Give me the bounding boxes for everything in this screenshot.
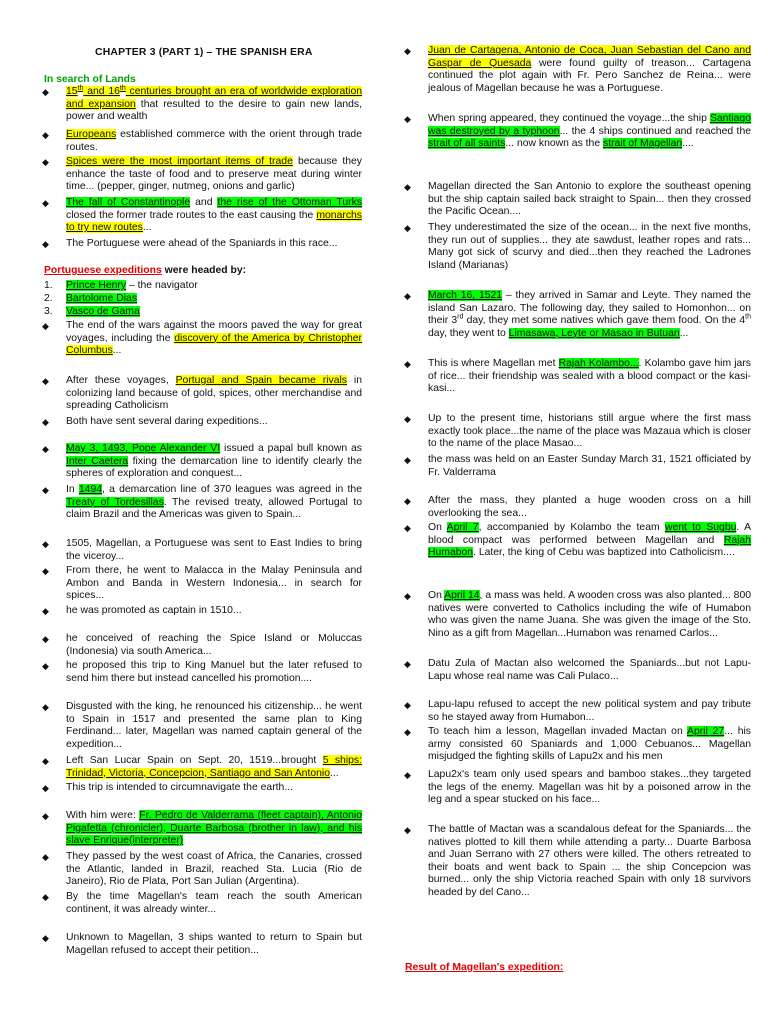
list-number: 1. [44, 280, 53, 291]
bullet-text [428, 590, 751, 640]
highlight-green: March 16, 1521 [428, 290, 503, 301]
bullet-icon: ◆ [404, 455, 411, 465]
highlight-green: Treaty of Tordesillas [66, 496, 164, 508]
bullet-text [428, 769, 751, 807]
text-run: issued a papal bull known as [220, 443, 363, 454]
text-run: because they enhance the taste of food and to preserve meat during winter time... (pepper, ginger, nutmeg, onions and garlic) [66, 156, 362, 193]
bullet-text [66, 306, 362, 319]
bullet-item [44, 633, 362, 658]
bullet-item [44, 238, 362, 251]
text-run: By the time Magellan's team reach the south American continent, it was already winter... [66, 891, 362, 915]
bullet-item [406, 590, 751, 640]
text-run: fixing the demarcation line to identify clearly the spheres of exploration and conquest... [66, 455, 362, 480]
bullet-text [428, 824, 751, 900]
bullet-icon: ◆ [404, 46, 411, 56]
text-run: ... [679, 327, 689, 339]
text-run: The Portuguese were ahead of the Spaniards in this race... [66, 238, 338, 249]
bullet-item [44, 538, 362, 563]
text-run: ... the 4 ships continued and reached the [559, 125, 752, 137]
bullet-item [406, 454, 751, 479]
bullet-icon: ◆ [42, 634, 49, 644]
bullet-text [428, 726, 751, 764]
bullet-item [44, 660, 362, 685]
bullet-item [406, 658, 751, 683]
text-run: They underestimated the size of the ocean... in the next five months, they run out of supplies... they ate sawdust, leather ropes and rats... Many got sick of scurvy and died...then they reached the Ladrones Island (Marianas) [428, 222, 751, 271]
highlight-yellow: Spices were the most important items of trade [66, 156, 293, 167]
bullet-icon: ◆ [42, 783, 49, 793]
bullet-icon: ◆ [404, 591, 411, 601]
text-run: th [77, 84, 84, 92]
bullet-item [406, 413, 751, 451]
text-run: With him were: [66, 810, 140, 821]
bullet-text [428, 45, 751, 95]
bullet-text [66, 851, 362, 889]
bullet-text [66, 238, 362, 251]
bullet-item [44, 86, 362, 124]
text-run: ... [142, 222, 152, 234]
highlight-green: Bartolome Dias [66, 293, 138, 304]
highlight-green: strait of all saints [428, 138, 506, 150]
bullet-icon: ◆ [42, 852, 49, 862]
bullet-icon: ◆ [42, 661, 49, 671]
highlight-yellow: and 16 [83, 86, 120, 97]
highlight-green: May 3, 1493, Pope Alexander VI [66, 443, 221, 454]
text-run: . A blood compact was performed between Magellan and [428, 522, 751, 546]
bullet-text [428, 658, 751, 683]
section-heading-lands: In search of Lands [44, 74, 136, 85]
bullet-icon: ◆ [42, 130, 49, 140]
bullet-text [66, 660, 362, 685]
text-run: he was promoted as captain in 1510... [66, 605, 242, 616]
bullet-icon: ◆ [404, 359, 411, 369]
bullet-icon: ◆ [42, 566, 49, 576]
bullet-text [66, 293, 362, 306]
bullet-text [66, 156, 362, 194]
bullet-item [44, 891, 362, 916]
text-run: . The revised treaty, allowed Portugal to claim Brazil and the Americas was given to Spain... [66, 496, 362, 521]
bullet-item [406, 726, 751, 764]
bullet-text [66, 633, 362, 658]
bullet-icon: ◆ [42, 87, 49, 97]
bullet-text [66, 320, 362, 358]
text-run: he proposed this trip to King Manuel but the later refused to send him there but instead cancelled his promotion.... [66, 660, 362, 684]
bullet-icon: ◆ [42, 606, 49, 616]
text-run: rd [457, 313, 464, 321]
bullet-icon: ◆ [42, 444, 49, 454]
text-run: he conceived of reaching the Spice Island or Moluccas (Indonesia) via south America... [66, 633, 362, 657]
text-run: . Later, the king of Cebu was baptized into Catholicism.... [473, 547, 735, 559]
text-run: Lapu2x's team only used spears and bamboo stakes...they targeted the legs of the enemy. Magellan was hit by a poisoned arrow in the leg and a spear stucked on his face... [428, 769, 751, 806]
highlight-green: Rajah Humabon [428, 534, 751, 559]
highlight-green: April 7 [446, 522, 479, 533]
highlight-green: April 14 [444, 590, 480, 601]
text-run: – they arrived in Samar and Leyte. They named the island San Lazaro. The following day, they sailed to Homonhon... on their 3 [428, 290, 752, 327]
bullet-text [66, 416, 362, 429]
text-run: Both have sent several daring expeditions... [66, 416, 268, 427]
text-run: day, they went to [428, 327, 509, 339]
highlight-yellow: 15 [66, 86, 78, 97]
highlight-yellow: discovery of the America by Christopher Columbus [66, 332, 362, 357]
bullet-item [44, 443, 362, 481]
highlight-green: Fr. Pedro de Valderrama (fleet captain), Antonio Pigafetta (chronicler), Duarte Barbosa (brother in law), and his slave Enrique(interpreter) [66, 810, 362, 847]
text-run: th [119, 84, 126, 92]
bullet-text [66, 565, 362, 603]
bullet-text [66, 755, 362, 780]
bullet-item [44, 782, 362, 795]
portuguese-expeditions-label: Portuguese expeditions [44, 265, 162, 276]
text-run: – the navigator [126, 280, 198, 291]
bullet-icon: ◆ [42, 485, 49, 495]
bullet-icon: ◆ [42, 756, 49, 766]
text-run: , accompanied by Kolambo the team [478, 522, 665, 533]
text-run: ... [329, 767, 339, 779]
bullet-icon: ◆ [42, 239, 49, 249]
highlight-yellow: monarchs to try new routes [66, 209, 362, 234]
bullet-text [428, 699, 751, 724]
text-run: From there, he went to Malacca in the Malay Peninsula and Ambon and Banda in Western Indonesia... in search for spices... [66, 565, 362, 602]
bullet-icon: ◆ [42, 539, 49, 549]
text-run: closed the former trade routes to the east causing the [66, 209, 317, 221]
text-run: Lapu-lapu refused to accept the new political system and pay tribute so he stayed away from Humabon... [428, 699, 751, 723]
text-run: On [428, 590, 445, 601]
text-run: . Kolambo gave him jars of rice... their friendship was sealed with a blood compact or the kasi-kasi... [428, 358, 751, 395]
text-run: In [66, 484, 79, 495]
bullet-text [428, 113, 751, 151]
highlight-green: the rise of the Ottoman Turks [217, 197, 362, 208]
highlight-yellow: Juan de Cartagena, Antonio de Coca, Juan Sebastian del Cano and Gaspar de Quesada [428, 45, 751, 69]
highlight-yellow: Europeans [66, 129, 117, 140]
bullet-item [44, 932, 362, 957]
bullet-item [44, 484, 362, 522]
bullet-icon: ◆ [404, 825, 411, 835]
text-run: established commerce with the orient through trade routes. [66, 129, 362, 153]
bullet-text [66, 197, 362, 235]
bullet-text [66, 701, 362, 751]
bullet-item [406, 113, 751, 151]
highlight-green: Santiago was destroyed by a typhoon [428, 113, 751, 137]
bullet-text [66, 129, 362, 154]
bullet-item [406, 699, 751, 724]
bullet-text [428, 454, 751, 479]
bullet-text [428, 358, 751, 396]
bullet-icon: ◆ [42, 702, 49, 712]
bullet-text [66, 280, 362, 293]
bullet-item [406, 358, 751, 396]
text-run: Datu Zula of Mactan also welcomed the Spaniards...but not Lapu-Lapu whose real name was Cali Pulaco... [428, 658, 751, 682]
text-run: the mass was held on an Easter Sunday March 31, 1521 officiated by Fr. Valderrama [428, 454, 751, 478]
text-run: ... his army consisted 60 Spaniards and 1,000 Cebuanos... Magellan misjudged the fighting skills of Lapu2x and his men [428, 726, 751, 763]
bullet-icon: ◆ [404, 223, 411, 233]
bullet-icon: ◆ [42, 417, 49, 427]
bullet-item [44, 851, 362, 889]
text-run: 1505, Magellan, a Portuguese was sent to East Indies to bring the viceroy... [66, 538, 362, 562]
bullet-text [428, 181, 751, 219]
bullet-icon: ◆ [404, 182, 411, 192]
bullet-text [428, 222, 751, 272]
text-run: This is where Magellan met [428, 358, 559, 369]
bullet-text [66, 810, 362, 848]
text-run: .... [682, 138, 694, 150]
text-run: To teach him a lesson, Magellan invaded Mactan on [428, 726, 688, 737]
highlight-green: strait of Magellan [603, 138, 683, 150]
bullet-icon: ◆ [404, 523, 411, 533]
text-run: day, they met some natives which gave them food. On the 4 [463, 315, 746, 327]
bullet-icon: ◆ [42, 933, 49, 943]
bullet-icon: ◆ [404, 414, 411, 424]
bullet-icon: ◆ [42, 892, 49, 902]
text-run: ... [112, 345, 122, 357]
bullet-icon: ◆ [42, 321, 49, 331]
bullet-item [406, 495, 751, 520]
text-run: were found guilty of treason... Cartagena continued the plot again with Fr. Pero Sanchez de Reina... were jealous of Magellan because he was a Portuguese. [428, 57, 751, 94]
bullet-text [66, 605, 362, 618]
bullet-icon: ◆ [404, 291, 411, 301]
text-run: Unknown to Magellan, 3 ships wanted to return to Spain but Magellan refused to accept their petition... [66, 932, 362, 956]
bullet-icon: ◆ [42, 811, 49, 821]
text-run: that resulted to the desire to gain new lands, power and wealth [66, 98, 362, 123]
bullet-icon: ◆ [404, 727, 411, 737]
text-run: Magellan directed the San Antonio to explore the southeast opening but the ship captain sailed back straight to Spain... then they crossed the Pacific Ocean.... [428, 181, 751, 218]
bullet-item [44, 129, 362, 154]
bullet-item [406, 222, 751, 272]
text-run: They passed by the west coast of Africa, the Canaries, crossed the Atlantic, landed in Brazil, reached Sta. Lucia (Rio de Janeiro), Rio de Plata, Port San Julian (Argentina). [66, 851, 362, 888]
text-run: When spring appeared, they continued the voyage...the ship [428, 113, 710, 124]
text-run: Disgusted with the king, he renounced his citizenship... he went to Spain in 1517 and presented the same plan to King Ferdinand... later, Magellan was named captain general of the expedition... [66, 701, 362, 750]
bullet-item [44, 416, 362, 429]
bullet-item [44, 197, 362, 235]
bullet-text [428, 522, 751, 560]
bullet-icon: ◆ [42, 157, 49, 167]
bullet-text [428, 495, 751, 520]
text-run: , a demarcation line of 370 leagues was agreed in the [102, 484, 362, 495]
bullet-icon: ◆ [404, 659, 411, 669]
text-run: The battle of Mactan was a scandalous defeat for the Spaniards... the natives plotted to kill them while attending a party... Duarte Barbosa and Juan Serrano with 27 others were killed. The others retreated to their boats and went back to Spain ... the ship Concepcion was burned... only the ship Victoria reached Spain with only 18 survivors headed by del Cano... [428, 824, 751, 898]
portuguese-expeditions-rest: were headed by: [161, 265, 247, 276]
highlight-green: went to Sugbu [665, 522, 737, 533]
chapter-title: CHAPTER 3 (PART 1) – THE SPANISH ERA [95, 47, 313, 58]
text-run: th [745, 313, 751, 321]
bullet-text [428, 290, 751, 340]
bullet-text [66, 932, 362, 957]
highlight-yellow: 5 ships: Trinidad, Victoria, Concepcion, Santiago and San Antonio [66, 755, 363, 779]
bullet-item [44, 375, 362, 413]
highlight-yellow: Portugal and Spain became rivals [175, 375, 348, 386]
bullet-item [406, 45, 751, 95]
text-run: in colonizing land because of gold, spices, other merchandise and spreading Catholicism [66, 375, 362, 412]
bullet-text [66, 538, 362, 563]
bullet-text [66, 86, 362, 124]
highlight-green: April 27 [687, 726, 725, 737]
highlight-green: Vasco de Gama [66, 306, 140, 317]
text-run: Up to the present time, historians still argue where the first mass exactly took place...the name of the place was Mazaua which is closer to the name of the place Masao... [428, 413, 751, 450]
bullet-item [44, 306, 362, 319]
bullet-item [406, 769, 751, 807]
text-run: After these voyages, [66, 375, 176, 386]
bullet-item [406, 290, 751, 340]
highlight-green: The fall of Constantinople [66, 197, 191, 208]
bullet-text [66, 443, 362, 481]
bullet-item [44, 565, 362, 603]
highlight-green: Limasawa, Leyte or Masao in Butuan [508, 327, 680, 339]
list-number: 3. [44, 306, 53, 317]
bullet-item [44, 755, 362, 780]
text-run: ... now known as the [505, 138, 604, 150]
bullet-item [44, 156, 362, 194]
bullet-item [406, 181, 751, 219]
result-heading: Result of Magellan's expedition: [405, 962, 564, 973]
bullet-text [428, 413, 751, 451]
bullet-item [44, 810, 362, 848]
bullet-text [66, 484, 362, 522]
bullet-icon: ◆ [404, 700, 411, 710]
text-run: Left San Lucar Spain on Sept. 20, 1519...brought [66, 755, 323, 766]
bullet-item [44, 280, 362, 293]
text-run: and [190, 197, 218, 208]
bullet-item [406, 522, 751, 560]
highlight-green: Inter Caetera [66, 455, 129, 467]
highlight-yellow: centuries brought an era of worldwide exploration and expansion [66, 86, 363, 110]
bullet-text [66, 891, 362, 916]
bullet-icon: ◆ [404, 496, 411, 506]
bullet-item [406, 824, 751, 900]
bullet-item [44, 293, 362, 306]
bullet-item [44, 320, 362, 358]
text-run: This trip is intended to circumnavigate the earth... [66, 782, 293, 793]
highlight-green: Prince Henry [66, 280, 127, 291]
bullet-icon: ◆ [42, 198, 49, 208]
bullet-text [66, 782, 362, 795]
bullet-item [44, 605, 362, 618]
bullet-icon: ◆ [42, 376, 49, 386]
text-run: On [428, 522, 447, 533]
text-run: , a mass was held. A wooden cross was also planted... 800 natives were converted to Catholics including the wife of Humabon who was given the name Juana. She was given the image of the Sto. Nino as a gift from Magellan...Humabon was renamed Carlos... [428, 590, 751, 639]
text-run: After the mass, they planted a huge wooden cross on a hill overlooking the sea... [428, 495, 751, 519]
highlight-green: Rajah Kolambo... [558, 358, 639, 369]
highlight-green: 1494 [78, 484, 103, 495]
bullet-icon: ◆ [404, 114, 411, 124]
bullet-item [44, 701, 362, 751]
text-run: The end of the wars against the moors paved the way for great voyages, including the [66, 320, 362, 344]
bullet-text [66, 375, 362, 413]
bullet-icon: ◆ [404, 770, 411, 780]
section-heading-portuguese [44, 265, 246, 278]
list-number: 2. [44, 293, 53, 304]
